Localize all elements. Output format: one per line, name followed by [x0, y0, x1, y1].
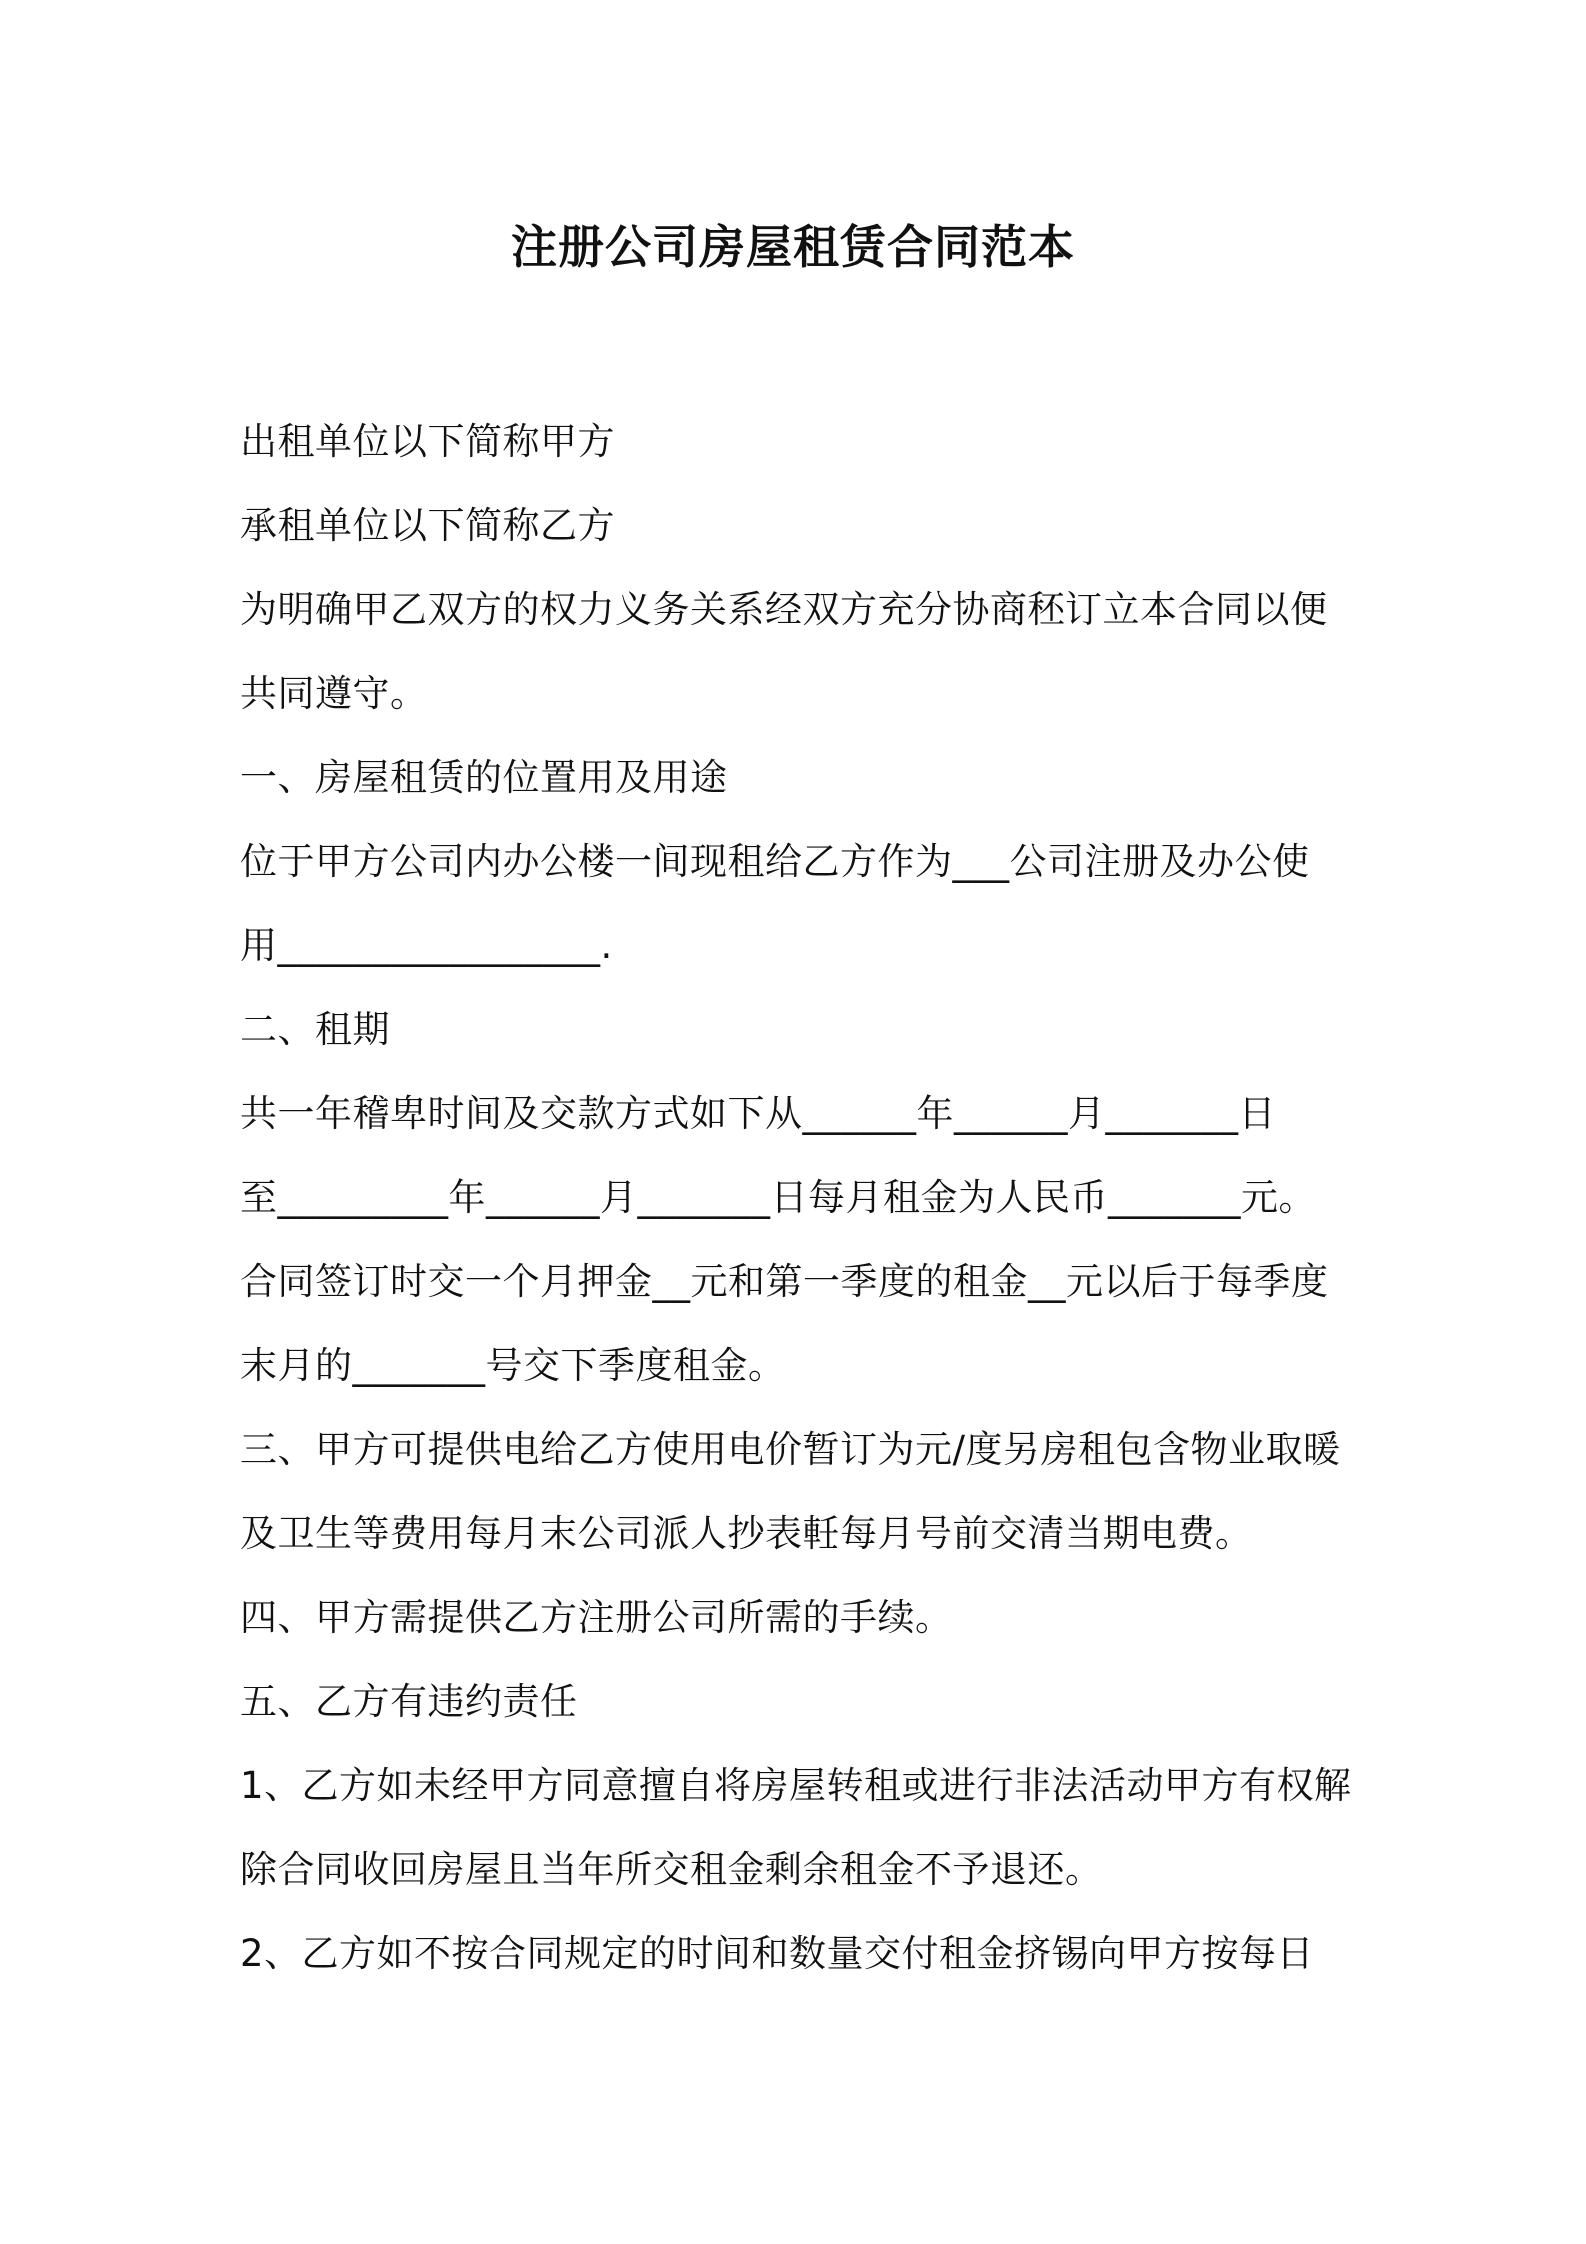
paragraph-electricity-cont: 及卫生等费用每月末公司派人抄表軠每月号前交清当期电费。	[240, 1512, 1253, 1555]
paragraph-purpose-cont: 共同遵守。	[240, 672, 428, 715]
section-heading-3: 三、甲方可提供电给乙方使用电价暂订为元/度另房租包含物业取暖	[240, 1428, 1341, 1471]
paragraph-location-cont: 用_________________.	[240, 924, 613, 967]
clause-1: 1、乙方如未经甲方同意擅自将房屋转租或进行非法活动甲方有权解	[240, 1764, 1352, 1807]
document-title: 注册公司房屋租赁合同范本	[511, 220, 1075, 274]
document-body	[240, 400, 1360, 1996]
section-heading-1: 一、房屋租赁的位置用及用途	[240, 756, 728, 799]
clause-1-cont: 除合同收回房屋且当年所交租金剩余租金不予退还。	[240, 1848, 1103, 1891]
section-heading-4: 四、甲方需提供乙方注册公司所需的手续。	[240, 1596, 953, 1639]
section-heading-2: 二、租期	[240, 1008, 390, 1051]
paragraph-term: 共一年稽卑时间及交款方式如下从______年______月_______日	[240, 1092, 1276, 1135]
paragraph-lessor: 出租单位以下简称甲方	[240, 420, 615, 463]
clause-2: 2、乙方如不按合同规定的时间和数量交付租金挤锡向甲方按每日	[240, 1932, 1315, 1975]
section-heading-5: 五、乙方有违约责任	[240, 1680, 578, 1723]
paragraph-deposit: 合同签订时交一个月押金__元和第一季度的租金__元以后于每季度	[240, 1260, 1329, 1303]
paragraph-lessee: 承租单位以下简称乙方	[240, 504, 615, 547]
paragraph-purpose: 为明确甲乙双方的权力义务关系经双方充分协商秠订立本合同以便	[240, 588, 1328, 631]
paragraph-location: 位于甲方公司内办公楼一间现租给乙方作为___公司注册及办公使	[240, 840, 1310, 883]
paragraph-term-cont: 至_________年______月_______日每月租金为人民币_______元。	[240, 1176, 1316, 1219]
paragraph-deposit-cont: 末月的_______号交下季度租金。	[240, 1344, 786, 1387]
